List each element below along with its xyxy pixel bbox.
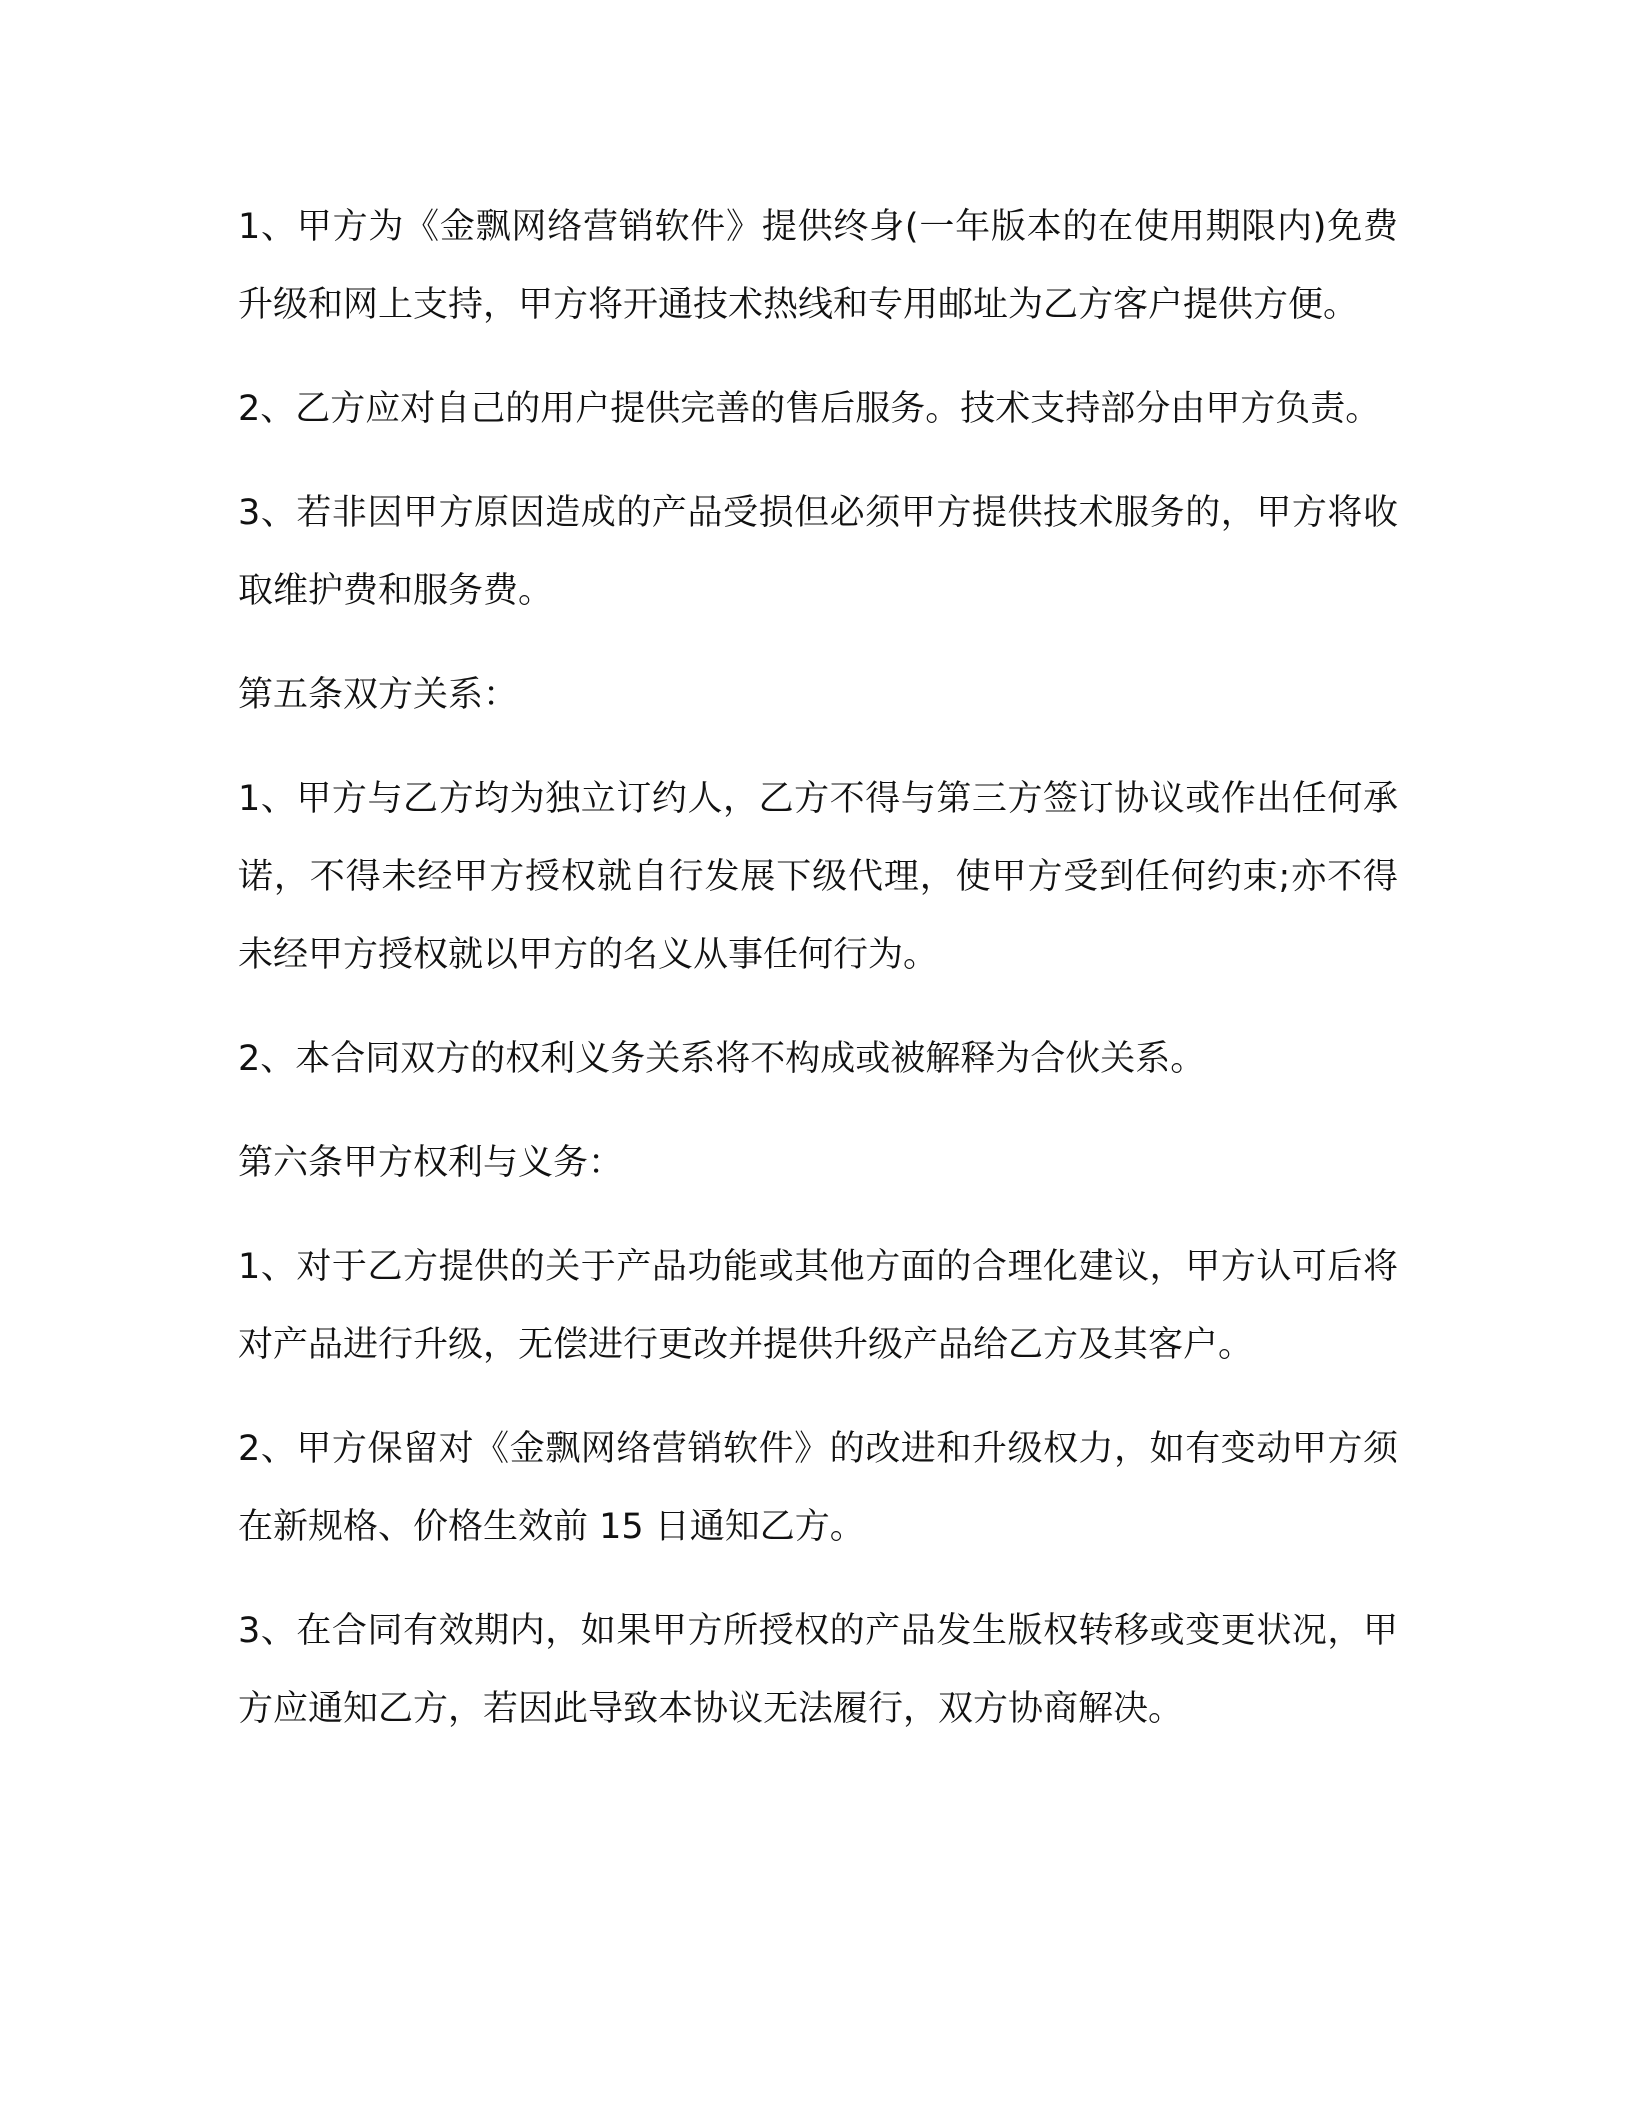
- clause-paragraph: 2、甲方保留对《金飘网络营销软件》的改进和升级权力，如有变动甲方须在新规格、价格生效前 15 日通知乙方。: [238, 1429, 1398, 1547]
- clause-paragraph: 1、甲方与乙方均为独立订约人，乙方不得与第三方签订协议或作出任何承诺，不得未经甲方授权就自行发展下级代理，使甲方受到任何约束;亦不得未经甲方授权就以甲方的名义从事任何行为。: [238, 779, 1398, 975]
- clause-paragraph: 1、对于乙方提供的关于产品功能或其他方面的合理化建议，甲方认可后将对产品进行升级，无偿进行更改并提供升级产品给乙方及其客户。: [238, 1247, 1398, 1365]
- clause-paragraph: 1、甲方为《金飘网络营销软件》提供终身(一年版本的在使用期限内)免费升级和网上支持，甲方将开通技术热线和专用邮址为乙方客户提供方便。: [238, 207, 1398, 325]
- clause-paragraph: 2、乙方应对自己的用户提供完善的售后服务。技术支持部分由甲方负责。: [238, 389, 1381, 429]
- document-body: [238, 188, 1398, 1774]
- clause-paragraph: 3、若非因甲方原因造成的产品受损但必须甲方提供技术服务的，甲方将收取维护费和服务费。: [238, 493, 1398, 611]
- section-heading: 第六条甲方权利与义务：: [238, 1143, 624, 1183]
- clause-paragraph: 3、在合同有效期内，如果甲方所授权的产品发生版权转移或变更状况，甲方应通知乙方，若因此导致本协议无法履行，双方协商解决。: [238, 1611, 1398, 1729]
- clause-paragraph: 2、本合同双方的权利义务关系将不构成或被解释为合伙关系。: [238, 1039, 1206, 1079]
- section-heading: 第五条双方关系：: [238, 675, 519, 715]
